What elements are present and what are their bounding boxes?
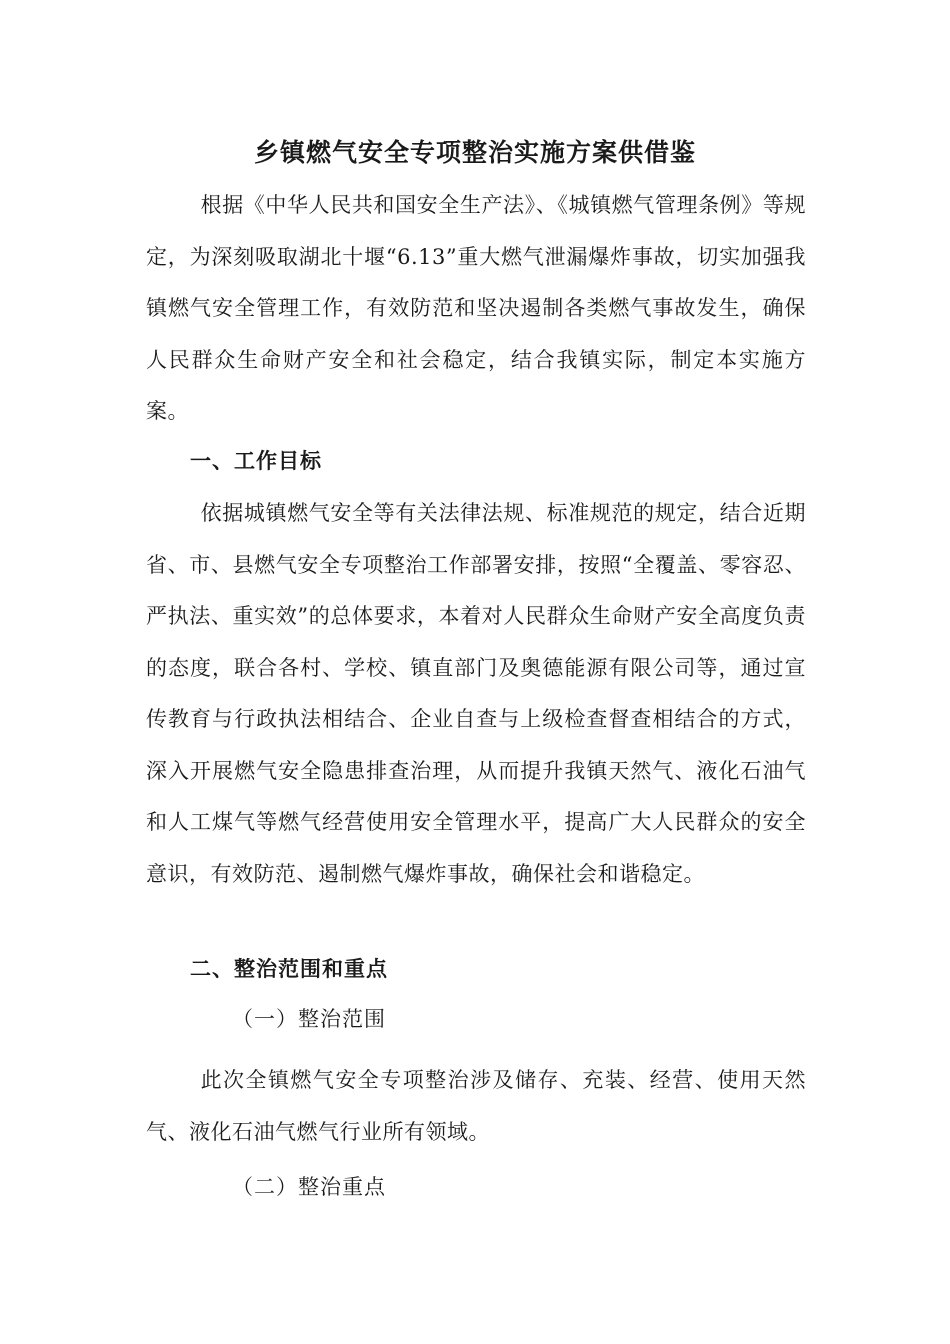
section-heading-goals: 一、工作目标 <box>190 449 322 473</box>
goals-paragraph: 依据城镇燃气安全等有关法律法规、标准规范的规定，结合近期省、市、县燃气安全专项整治工作部署安排，按照“全覆盖、零容忍、严执法、重实效”的总体要求，本着对人民群众生命财产安全高度负责的态度，联合各村、学校、镇直部门及奥德能源有限公司等，通过宣传教育与行政执法相结合、企业自查与上级检查督查相结合的方式，深入开展燃气安全隐患排查治理，从而提升我镇天然气、液化石油气和人工煤气等燃气经营使用安全管理水平，提高广大人民群众的安全意识，有效防范、遏制燃气爆炸事故，确保社会和谐稳定。 <box>146 501 806 886</box>
section-heading-scope: 二、整治范围和重点 <box>190 957 388 981</box>
document-title: 乡镇燃气安全专项整治实施方案供借鉴 <box>253 138 696 167</box>
scope-paragraph: 此次全镇燃气安全专项整治涉及储存、充装、经营、使用天然气、液化石油气燃气行业所有领域。 <box>146 1068 806 1144</box>
subheading-focus: （二）整治重点 <box>232 1175 386 1199</box>
intro-paragraph: 根据《中华人民共和国安全生产法》、《城镇燃气管理条例》等规定，为深刻吸取湖北十堰“6.13”重大燃气泄漏爆炸事故，切实加强我镇燃气安全管理工作，有效防范和坚决遏制各类燃气事故发生，确保人民群众生命财产安全和社会稳定，结合我镇实际，制定本实施方案。 <box>146 193 806 423</box>
subheading-scope: （一）整治范围 <box>232 1007 386 1031</box>
